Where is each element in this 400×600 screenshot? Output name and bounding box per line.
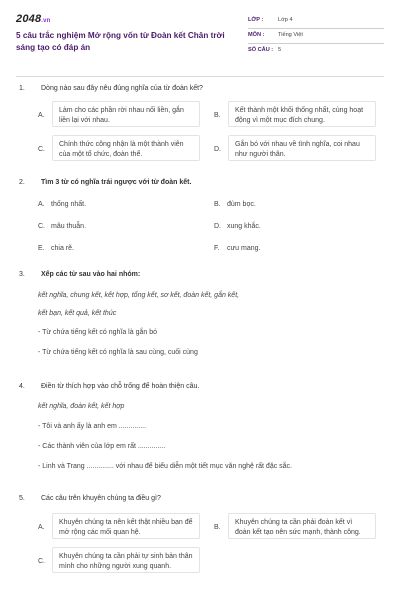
question-heading [16, 84, 384, 93]
option-text: chia rẽ. [51, 245, 74, 252]
option-d[interactable] [214, 222, 261, 231]
fill-line-1[interactable]: - Tôi và anh ấy là anh em .............. [38, 423, 147, 430]
option-c[interactable]: Khuyên chúng ta cần phải tự sinh bản thân mình cho những người xung quanh. [52, 547, 200, 573]
word-list-line-2: kết bạn, kết quả, kết thúc [38, 310, 117, 317]
header-divider [16, 76, 384, 77]
option-a[interactable]: Khuyên chúng ta nên kết thật nhiều bạn để mở rộng các mối quan hệ. [52, 513, 200, 539]
option-b[interactable]: Kết thành một khối thống nhất, cùng hoạt động vì một mục đích chung. [228, 101, 376, 127]
question-number: 4. [19, 383, 25, 390]
option-a[interactable]: Làm cho các phần rời nhau nối liền, gắn liền lại với nhau. [52, 101, 200, 127]
question-text: Điền từ thích hợp vào chỗ trống để hoàn thiện câu. [41, 383, 200, 390]
option-letter: C. [38, 146, 45, 153]
logo-main: 2048 [16, 13, 42, 25]
option-text: đùm bọc. [227, 201, 256, 208]
meta-table [248, 14, 384, 58]
option-letter: D. [214, 223, 221, 230]
meta-label: SỐ CÂU : [248, 47, 274, 54]
option-letter: A. [38, 201, 45, 208]
option-text: thống nhất. [51, 201, 87, 208]
option-d[interactable]: Gắn bó với nhau về tình nghĩa, coi nhau như người thân. [228, 135, 376, 161]
option-text: cưu mang. [227, 245, 261, 252]
option-e[interactable] [38, 244, 74, 253]
question-2 [16, 178, 384, 258]
group-line-2: - Từ chứa tiếng kết có nghĩa là sau cùng, cuối cùng [38, 349, 198, 356]
option-c[interactable] [38, 222, 86, 231]
page-title: 5 câu trắc nghiệm Mở rộng vốn từ Đoàn kết Chân trời sáng tạo có đáp án [16, 31, 225, 52]
question-text: Các câu trên khuyên chúng ta điều gì? [41, 495, 161, 502]
question-heading [16, 270, 384, 279]
option-text: xung khắc. [227, 223, 261, 230]
option-text: mâu thuẫn. [51, 223, 87, 230]
meta-label: MÔN : [248, 32, 265, 39]
option-letter: D. [214, 146, 221, 153]
option-letter: B. [214, 524, 221, 531]
meta-label: LỚP : [248, 17, 264, 24]
option-letter: A. [38, 112, 45, 119]
option-letter: C. [38, 558, 45, 565]
question-1 [16, 84, 384, 164]
meta-value: Tiếng Việt [278, 32, 303, 39]
option-a[interactable] [38, 200, 86, 209]
question-number: 1. [19, 85, 25, 92]
question-text: Xếp các từ sau vào hai nhóm: [41, 271, 141, 278]
meta-row-count [248, 44, 384, 58]
fill-line-3[interactable]: - Linh và Trang .............. với nhau để biểu diễn một tiết mục văn nghệ rất đặc sắc. [38, 463, 293, 470]
fill-line-2[interactable]: - Các thành viên của lớp em rất .............. [38, 443, 166, 450]
logo-suffix: .vn [41, 18, 51, 24]
question-number: 3. [19, 271, 25, 278]
option-letter: C. [38, 223, 45, 230]
question-number: 5. [19, 495, 25, 502]
site-logo[interactable] [16, 12, 51, 27]
option-letter: E. [38, 245, 45, 252]
meta-value: 5 [278, 47, 282, 54]
question-heading [16, 494, 384, 503]
question-heading [16, 178, 384, 187]
question-4 [16, 382, 384, 482]
option-letter: B. [214, 201, 221, 208]
option-letter: F. [214, 245, 220, 252]
option-letter: A. [38, 524, 45, 531]
meta-row-subject [248, 29, 384, 44]
question-text: Dòng nào sau đây nêu đúng nghĩa của từ đoàn kết? [41, 85, 203, 92]
question-5 [16, 494, 384, 584]
option-b[interactable]: Khuyên chúng ta cần phải đoàn kết vì đoàn kết tạo nên sức mạnh, thành công. [228, 513, 376, 539]
option-letter: B. [214, 112, 221, 119]
question-number: 2. [19, 179, 25, 186]
meta-value: Lớp 4 [278, 17, 293, 24]
word-list-line-1: kết nghĩa, chung kết, kết hợp, tổng kết, sơ kết, đoàn kết, gắn kết, [38, 292, 240, 299]
option-c[interactable]: Chính thức công nhận là một thành viên của một tổ chức, đoàn thể. [52, 135, 200, 161]
question-3 [16, 270, 384, 365]
meta-row-class [248, 14, 384, 29]
question-heading [16, 382, 384, 391]
question-text: Tìm 3 từ có nghĩa trái ngược với từ đoàn kết. [41, 179, 192, 186]
option-b[interactable] [214, 200, 256, 209]
option-f[interactable] [214, 244, 260, 253]
group-line-1: - Từ chứa tiếng kết có nghĩa là gắn bó [38, 329, 157, 336]
word-list: kết nghĩa, đoàn kết, kết hợp [38, 403, 125, 410]
header [16, 12, 384, 68]
